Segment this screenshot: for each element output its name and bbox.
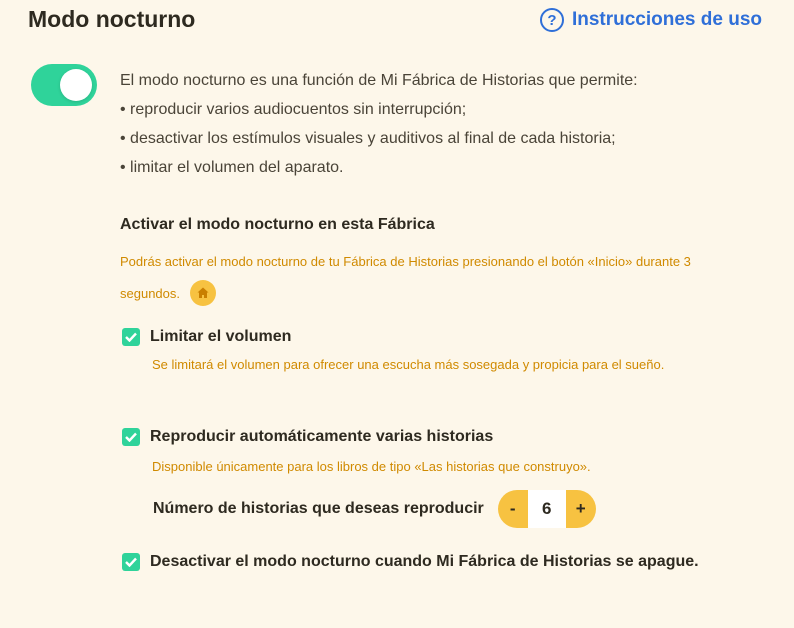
instructions-link-label: Instrucciones de uso (571, 9, 762, 30)
intro-text: El modo nocturno es una función de Mi Fábrica de Historias que permite: (120, 72, 638, 89)
auto-disable-label: Desactivar el modo nocturno cuando Mi Fábrica de Historias se apague. (150, 553, 699, 570)
check-icon (125, 432, 137, 442)
autoplay-description: Disponible únicamente para los libros de tipo «Las historias que construyo». (152, 459, 591, 474)
limit-volume-description: Se limitará el volumen para ofrecer una escucha más sosegada y propicia para el sueño. (152, 357, 665, 372)
autoplay-checkbox[interactable] (122, 428, 140, 446)
toggle-knob (60, 69, 92, 101)
option-limit-volume (122, 326, 291, 348)
activate-hint (120, 246, 740, 310)
question-circle-icon: ? (540, 8, 564, 32)
limit-volume-label: Limitar el volumen (150, 328, 292, 345)
option-autoplay (122, 426, 493, 448)
autoplay-label: Reproducir automáticamente varias historias (150, 428, 494, 445)
option-auto-disable (122, 551, 722, 576)
stories-count-label: Número de historias que deseas reproducir (153, 500, 484, 517)
page-title: Modo nocturno (28, 6, 196, 32)
intro-bullet: • limitar el volumen del aparato. (120, 153, 760, 182)
intro-text-block (120, 66, 760, 182)
stories-count-stepper (498, 490, 596, 528)
activate-hint-text: Podrás activar el modo nocturno de tu Fábrica de Historias presionando el botón «Inicio» durante 3 segundos. (120, 254, 691, 301)
intro-bullet: • desactivar los estímulos visuales y auditivos al final de cada historia; (120, 124, 760, 153)
intro-bullet: • reproducir varios audiocuentos sin interrupción; (120, 95, 760, 124)
decrement-button[interactable]: - (498, 490, 528, 528)
limit-volume-checkbox[interactable] (122, 328, 140, 346)
check-icon (125, 557, 137, 567)
activate-section-title: Activar el modo nocturno en esta Fábrica (120, 216, 435, 233)
instructions-link[interactable] (540, 8, 762, 32)
increment-button[interactable]: + (566, 490, 596, 528)
home-icon (190, 280, 216, 306)
check-icon (125, 332, 137, 342)
stories-count-row (153, 490, 596, 528)
stories-count-value: 6 (528, 490, 566, 528)
auto-disable-checkbox[interactable] (122, 553, 140, 571)
night-mode-toggle[interactable] (31, 64, 97, 106)
